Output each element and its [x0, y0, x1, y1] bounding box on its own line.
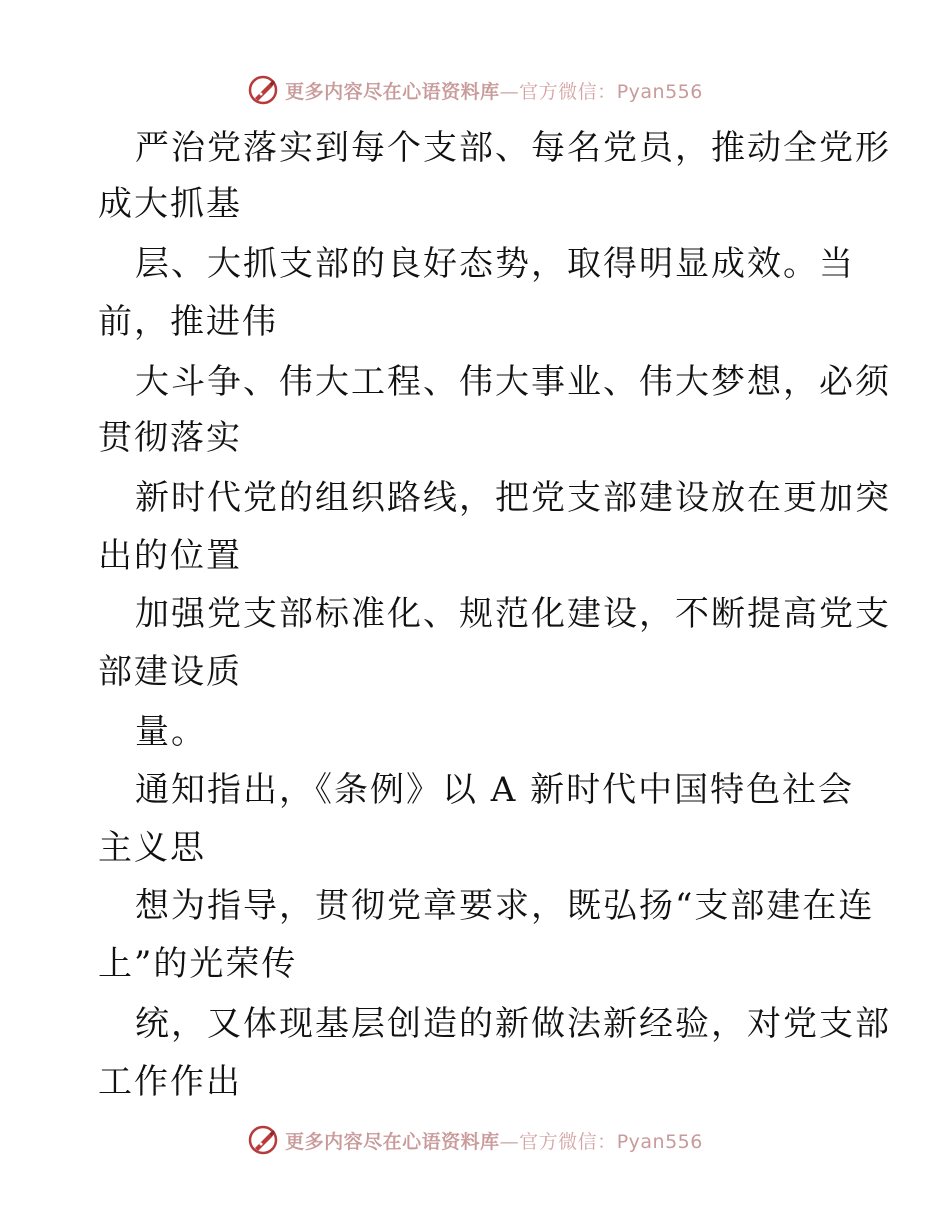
header-watermark-text: [285, 77, 703, 104]
body-line: 工作作出: [98, 1062, 242, 1102]
footer-watermark: [0, 1120, 950, 1160]
footer-separator: —: [499, 1130, 520, 1153]
footer-watermark-text: [285, 1127, 703, 1154]
header-wechat-id: Pyan556: [616, 80, 703, 103]
body-line: 成大抓基: [98, 184, 242, 224]
body-line: 出的位置: [98, 536, 242, 576]
body-line: 部建设质: [98, 652, 242, 692]
header-wechat-label: 官方微信：: [519, 80, 617, 103]
body-line: 前，推进伟: [98, 302, 278, 342]
body-line: 层、大抓支部的良好态势，取得明显成效。当: [135, 244, 855, 284]
body-line: 通知指出，《条例》以 A 新时代中国特色社会: [135, 770, 855, 810]
footer-wechat-label: 官方微信：: [519, 1130, 617, 1153]
body-line: 统，又体现基层创造的新做法新经验，对党支部: [135, 1004, 891, 1044]
footer-brand-text: 更多内容尽在心语资料库: [285, 1130, 500, 1153]
fountain-pen-logo-icon: [247, 1124, 279, 1156]
header-separator: —: [499, 80, 520, 103]
body-line: 严治党落实到每个支部、每名党员，推动全党形: [135, 128, 891, 168]
body-line: 上”的光荣传: [98, 944, 298, 984]
header-brand-text: 更多内容尽在心语资料库: [285, 80, 500, 103]
body-line: 大斗争、伟大工程、伟大事业、伟大梦想，必须: [135, 362, 891, 402]
body-line: 新时代党的组织路线，把党支部建设放在更加突: [135, 478, 891, 518]
header-watermark: [0, 70, 950, 110]
fountain-pen-logo-icon: [247, 74, 279, 106]
body-line: 想为指导，贯彻党章要求，既弘扬“支部建在连: [135, 886, 875, 926]
body-line: 贯彻落实: [98, 418, 242, 458]
body-line: 加强党支部标准化、规范化建设，不断提高党支: [135, 594, 891, 634]
body-line: 量。: [135, 712, 207, 752]
body-line: 主义思: [98, 828, 206, 868]
footer-wechat-id: Pyan556: [616, 1130, 703, 1153]
